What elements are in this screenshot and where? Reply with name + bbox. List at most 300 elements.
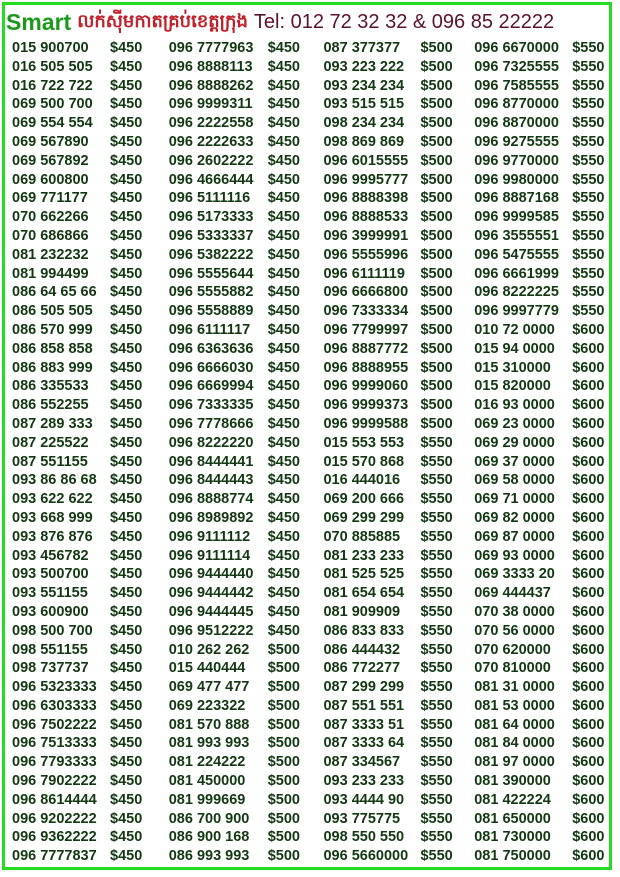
- price: $450: [267, 321, 300, 338]
- list-item: [323, 622, 474, 641]
- phone-number: 093 515 515: [323, 96, 405, 113]
- price: $550: [420, 509, 453, 526]
- phone-number: 096 5558889: [168, 303, 254, 320]
- list-item: [323, 359, 474, 378]
- price: $550: [420, 735, 453, 752]
- price: $600: [572, 434, 605, 451]
- list-item: [323, 528, 474, 547]
- price: $550: [420, 472, 453, 489]
- list-item: [323, 697, 474, 716]
- list-item: [323, 565, 474, 584]
- phone-number: 093 551155: [12, 585, 88, 602]
- phone-number: 096 8888533: [323, 209, 409, 226]
- list-item: [474, 227, 610, 246]
- phone-number: 081 233 233: [323, 547, 405, 564]
- phone-number: 081 994499: [12, 265, 89, 282]
- list-item: [12, 847, 169, 866]
- price: $450: [110, 679, 143, 696]
- list-item: [12, 340, 169, 359]
- phone-number: 096 7502222: [12, 716, 97, 733]
- price: $600: [572, 509, 605, 526]
- list-item: [474, 77, 610, 96]
- list-item: [474, 359, 610, 378]
- list-item: [169, 152, 324, 171]
- list-item: [169, 359, 324, 378]
- price: $550: [420, 810, 453, 827]
- price: $450: [267, 246, 300, 263]
- price: $600: [572, 829, 605, 846]
- list-item: [12, 528, 169, 547]
- price: $450: [267, 40, 300, 56]
- list-item: [169, 584, 324, 603]
- list-item: [12, 565, 169, 584]
- price: $450: [267, 528, 300, 545]
- phone-number: 098 500 700: [12, 622, 93, 639]
- price: $450: [267, 227, 300, 244]
- phone-number: 081 84 0000: [474, 735, 555, 752]
- list-item: [323, 39, 474, 58]
- price: $450: [267, 340, 300, 357]
- price: $450: [267, 96, 300, 113]
- list-item: [474, 565, 610, 584]
- phone-number: 096 8888955: [323, 359, 409, 376]
- list-item: [474, 246, 610, 265]
- price: $500: [267, 754, 300, 771]
- price: $550: [572, 58, 605, 75]
- phone-number: 093 775775: [323, 810, 401, 827]
- phone-number: 081 53 0000: [474, 697, 555, 714]
- list-item: [474, 95, 610, 114]
- price: $450: [110, 58, 143, 75]
- phone-number: 096 8887168: [474, 190, 559, 207]
- list-item: [474, 396, 610, 415]
- list-item: [169, 509, 324, 528]
- price: $500: [420, 284, 453, 301]
- phone-number: 096 7778666: [168, 415, 254, 432]
- price: $450: [267, 585, 300, 602]
- list-item: [474, 847, 610, 866]
- price: $450: [267, 397, 300, 414]
- list-item: [12, 265, 169, 284]
- phone-number: 015 570 868: [323, 453, 405, 470]
- price: $450: [110, 171, 143, 188]
- phone-number: 096 5333337: [168, 227, 254, 244]
- phone-number: 096 6661999: [474, 265, 559, 282]
- phone-number: 070 620000: [474, 641, 551, 658]
- list-item: [323, 227, 474, 246]
- phone-number: 096 8887772: [323, 340, 409, 357]
- phone-number: 081 999669: [168, 791, 246, 808]
- list-item: [169, 847, 324, 866]
- price: $450: [110, 303, 143, 320]
- list-item: [474, 58, 610, 77]
- phone-number: 096 8888262: [168, 77, 254, 94]
- phone-number: 070 38 0000: [474, 603, 555, 620]
- phone-number: 096 6666800: [323, 284, 409, 301]
- price: $500: [420, 209, 453, 226]
- list-item: [323, 283, 474, 302]
- list-item: [474, 114, 610, 133]
- price: $450: [110, 77, 143, 94]
- phone-number: 096 7793333: [12, 754, 97, 771]
- list-item: [474, 678, 610, 697]
- list-item: [474, 659, 610, 678]
- phone-number: 086 833 833: [323, 622, 405, 639]
- price: $450: [110, 434, 143, 451]
- price-column-4: [474, 39, 610, 866]
- phone-number: 096 9202222: [12, 810, 97, 827]
- price: $600: [572, 397, 605, 414]
- price: $600: [572, 810, 605, 827]
- price: $600: [572, 716, 605, 733]
- phone-number: 070 56 0000: [474, 622, 555, 639]
- phone-number: 096 5475555: [474, 246, 559, 263]
- phone-number: 096 9362222: [12, 829, 97, 846]
- phone-number: 010 262 262: [168, 641, 250, 658]
- price: $550: [420, 566, 453, 583]
- price: $450: [110, 190, 143, 207]
- phone-number: 069 567890: [12, 133, 89, 150]
- list-item: [12, 283, 169, 302]
- price: $500: [420, 359, 453, 376]
- price: $500: [420, 115, 453, 132]
- list-item: [474, 603, 610, 622]
- price: $450: [110, 566, 143, 583]
- list-item: [169, 377, 324, 396]
- price: $600: [572, 754, 605, 771]
- list-item: [169, 246, 324, 265]
- phone-number: 081 390000: [474, 773, 551, 790]
- price: $450: [267, 472, 300, 489]
- price: $550: [420, 491, 453, 508]
- phone-number: 096 6111119: [323, 265, 405, 282]
- price: $550: [572, 246, 605, 263]
- price: $500: [420, 227, 453, 244]
- list-item: [323, 77, 474, 96]
- phone-number: 096 9444442: [168, 585, 254, 602]
- list-item: [12, 810, 169, 829]
- price: $500: [420, 397, 453, 414]
- phone-number: 016 505 505: [12, 58, 93, 75]
- list-item: [12, 359, 169, 378]
- price: $500: [420, 171, 453, 188]
- price: $450: [110, 641, 143, 658]
- list-item: [169, 434, 324, 453]
- price: $500: [267, 810, 300, 827]
- phone-number: 096 6666030: [168, 359, 254, 376]
- price: $600: [572, 791, 605, 808]
- list-item: [474, 716, 610, 735]
- phone-number: 015 900700: [12, 40, 89, 56]
- price: $450: [267, 509, 300, 526]
- price: $450: [267, 77, 300, 94]
- phone-number: 087 289 333: [12, 415, 93, 432]
- price: $450: [110, 284, 143, 301]
- price: $550: [572, 227, 605, 244]
- list-item: [169, 114, 324, 133]
- list-item: [323, 152, 474, 171]
- price: $600: [572, 566, 605, 583]
- price: $450: [110, 660, 143, 677]
- list-item: [323, 95, 474, 114]
- price: $450: [110, 415, 143, 432]
- price: $550: [572, 265, 605, 282]
- list-item: [169, 302, 324, 321]
- price: $450: [110, 96, 143, 113]
- phone-number: 093 876 876: [12, 528, 93, 545]
- price: $500: [267, 716, 300, 733]
- phone-number: 093 86 86 68: [12, 472, 97, 489]
- phone-number: 015 553 553: [323, 434, 405, 451]
- phone-number: 096 9444445: [168, 603, 254, 620]
- list-item: [169, 95, 324, 114]
- phone-number: 081 97 0000: [474, 754, 555, 771]
- phone-number: 096 9997779: [474, 303, 559, 320]
- list-item: [323, 509, 474, 528]
- price: $500: [420, 133, 453, 150]
- price: $450: [267, 547, 300, 564]
- phone-number: 069 58 0000: [474, 472, 555, 489]
- list-item: [474, 321, 610, 340]
- price: $450: [110, 528, 143, 545]
- price: $450: [110, 40, 143, 56]
- list-item: [169, 603, 324, 622]
- price-column-2: [169, 39, 324, 866]
- price: $600: [572, 622, 605, 639]
- list-item: [12, 133, 169, 152]
- phone-number: 096 2602222: [168, 152, 254, 169]
- list-item: [474, 471, 610, 490]
- phone-number: 081 750000: [474, 848, 551, 865]
- list-item: [12, 189, 169, 208]
- list-item: [12, 321, 169, 340]
- price: $450: [267, 415, 300, 432]
- list-item: [12, 828, 169, 847]
- price: $600: [572, 415, 605, 432]
- list-item: [474, 377, 610, 396]
- list-item: [169, 565, 324, 584]
- phone-number: 096 2222633: [168, 133, 254, 150]
- price: $450: [110, 491, 143, 508]
- number-price-list: [12, 39, 610, 866]
- price: $600: [572, 585, 605, 602]
- phone-number: 081 422224: [474, 791, 551, 808]
- phone-number: 081 654 654: [323, 585, 405, 602]
- phone-number: 096 5660000: [323, 848, 409, 865]
- list-item: [323, 396, 474, 415]
- list-item: [323, 791, 474, 810]
- price: $450: [267, 133, 300, 150]
- phone-number: 096 5382222: [168, 246, 254, 263]
- price: $500: [267, 679, 300, 696]
- list-item: [323, 58, 474, 77]
- phone-number: 086 64 65 66: [12, 284, 97, 301]
- price: $500: [420, 265, 453, 282]
- list-item: [169, 453, 324, 472]
- list-item: [169, 396, 324, 415]
- price: $450: [267, 378, 300, 395]
- price: $550: [572, 190, 605, 207]
- phone-number: 096 6303333: [12, 697, 97, 714]
- list-item: [12, 622, 169, 641]
- phone-number: 081 224222: [168, 754, 246, 771]
- list-item: [323, 810, 474, 829]
- price: $500: [420, 152, 453, 169]
- list-item: [169, 622, 324, 641]
- phone-number: 016 93 0000: [474, 397, 555, 414]
- list-item: [169, 697, 324, 716]
- price: $550: [572, 77, 605, 94]
- price: $550: [572, 40, 605, 56]
- list-item: [474, 772, 610, 791]
- phone-number: 096 5323333: [12, 679, 97, 696]
- list-item: [169, 189, 324, 208]
- list-item: [323, 659, 474, 678]
- price: $450: [267, 303, 300, 320]
- list-item: [12, 227, 169, 246]
- phone-number: 081 993 993: [168, 735, 250, 752]
- price: $450: [110, 340, 143, 357]
- list-item: [169, 283, 324, 302]
- list-item: [323, 678, 474, 697]
- price: $450: [110, 735, 143, 752]
- list-item: [323, 847, 474, 866]
- list-item: [323, 434, 474, 453]
- list-item: [169, 340, 324, 359]
- list-item: [12, 678, 169, 697]
- list-item: [12, 603, 169, 622]
- price: $450: [110, 246, 143, 263]
- list-item: [323, 716, 474, 735]
- phone-number: 086 858 858: [12, 340, 93, 357]
- price: $550: [420, 660, 453, 677]
- price: $450: [267, 566, 300, 583]
- list-item: [12, 471, 169, 490]
- phone-number: 096 7902222: [12, 773, 97, 790]
- price: $600: [572, 321, 605, 338]
- phone-number: 096 9995777: [323, 171, 409, 188]
- phone-number: 069 223322: [168, 697, 246, 714]
- list-item: [12, 377, 169, 396]
- list-item: [169, 659, 324, 678]
- price: $600: [572, 735, 605, 752]
- list-item: [169, 227, 324, 246]
- phone-number: 093 622 622: [12, 491, 93, 508]
- phone-number: 069 200 666: [323, 491, 405, 508]
- price: $500: [420, 246, 453, 263]
- list-item: [169, 39, 324, 58]
- phone-number: 070 662266: [12, 209, 89, 226]
- phone-number: 096 5111116: [168, 190, 251, 207]
- price: $550: [572, 284, 605, 301]
- list-item: [12, 584, 169, 603]
- phone-number: 081 730000: [474, 829, 551, 846]
- phone-number: 096 8222220: [168, 434, 254, 451]
- price: $450: [110, 133, 143, 150]
- list-item: [474, 490, 610, 509]
- price: $450: [267, 453, 300, 470]
- phone-number: 015 310000: [474, 359, 551, 376]
- price: $450: [110, 829, 143, 846]
- list-item: [169, 753, 324, 772]
- price: $500: [267, 791, 300, 808]
- list-item: [12, 509, 169, 528]
- phone-number: 096 9999588: [323, 415, 409, 432]
- phone-number: 070 885885: [323, 528, 401, 545]
- price: $550: [420, 622, 453, 639]
- list-item: [474, 697, 610, 716]
- phone-number: 093 668 999: [12, 509, 93, 526]
- list-item: [12, 659, 169, 678]
- price: $450: [110, 378, 143, 395]
- list-item: [169, 265, 324, 284]
- price: $450: [110, 585, 143, 602]
- list-item: [12, 734, 169, 753]
- price: $450: [110, 848, 143, 865]
- list-item: [169, 734, 324, 753]
- price: $600: [572, 378, 605, 395]
- phone-number: 081 232232: [12, 246, 89, 263]
- phone-number: 096 8888113: [168, 58, 253, 75]
- price: $550: [420, 434, 453, 451]
- list-item: [323, 265, 474, 284]
- list-item: [474, 641, 610, 660]
- price: $500: [267, 660, 300, 677]
- price: $550: [420, 453, 453, 470]
- phone-number: 069 71 0000: [474, 491, 555, 508]
- price: $550: [572, 133, 605, 150]
- list-item: [169, 415, 324, 434]
- price: $500: [420, 321, 453, 338]
- list-item: [169, 791, 324, 810]
- phone-number: 096 9512222: [168, 622, 254, 639]
- price: $500: [267, 848, 300, 865]
- price: $550: [572, 152, 605, 169]
- list-item: [323, 453, 474, 472]
- list-item: [169, 772, 324, 791]
- list-item: [323, 246, 474, 265]
- price: $600: [572, 773, 605, 790]
- price: $450: [110, 321, 143, 338]
- list-item: [12, 77, 169, 96]
- phone-number: 096 9999311: [168, 96, 253, 113]
- phone-number: 087 225522: [12, 434, 89, 451]
- phone-number: 096 9111112: [168, 528, 251, 545]
- phone-number: 096 9999373: [323, 397, 409, 414]
- phone-number: 096 8444441: [168, 453, 254, 470]
- list-item: [474, 265, 610, 284]
- list-item: [12, 490, 169, 509]
- phone-number: 096 6015555: [323, 152, 409, 169]
- price: $450: [267, 58, 300, 75]
- list-item: [474, 453, 610, 472]
- phone-number: 015 820000: [474, 378, 551, 395]
- price-column-1: [12, 39, 169, 866]
- list-item: [169, 133, 324, 152]
- header: [6, 6, 612, 38]
- list-item: [12, 753, 169, 772]
- phone-number: 096 8989892: [168, 509, 254, 526]
- list-item: [169, 678, 324, 697]
- phone-number: 098 737737: [12, 660, 89, 677]
- list-item: [323, 340, 474, 359]
- phone-number: 093 4444 90: [323, 791, 405, 808]
- phone-number: 093 456782: [12, 547, 89, 564]
- list-item: [12, 246, 169, 265]
- list-item: [169, 716, 324, 735]
- list-item: [323, 415, 474, 434]
- price: $450: [267, 115, 300, 132]
